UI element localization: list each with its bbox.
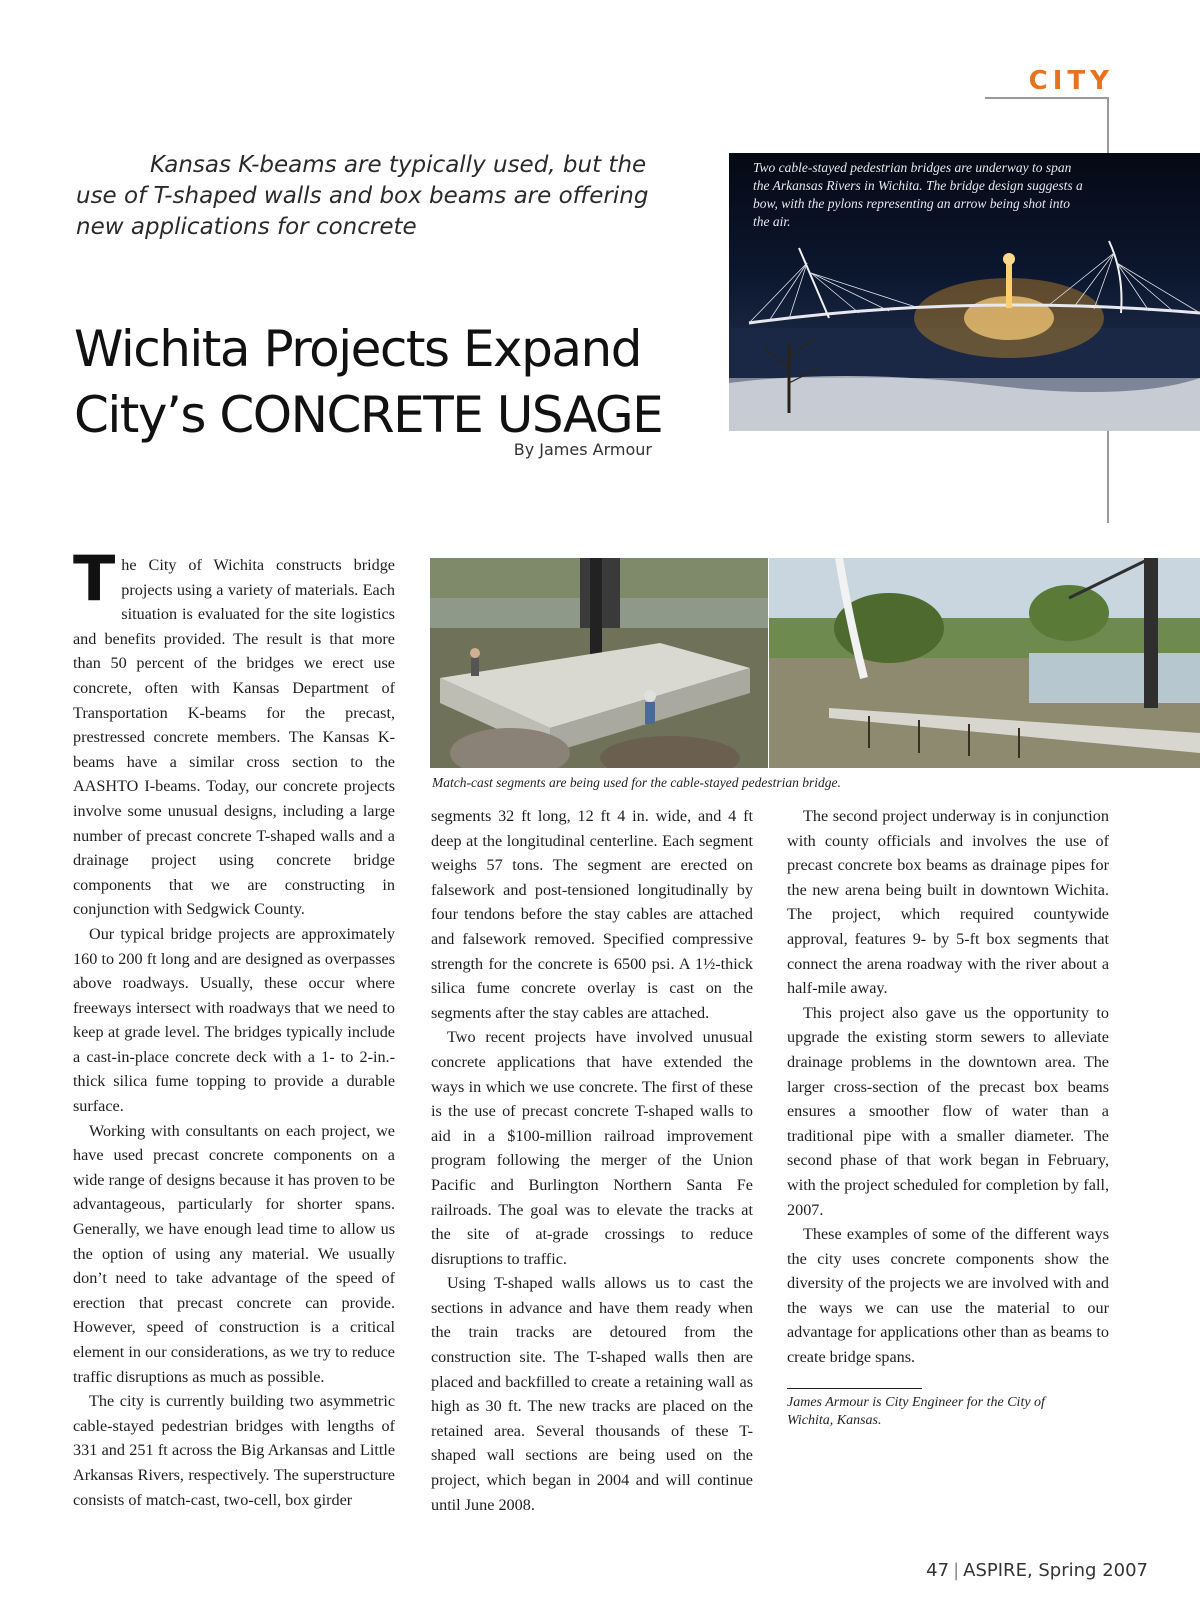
publication-name: ASPIRE, Spring 2007 — [963, 1560, 1148, 1581]
paragraph — [73, 542, 395, 922]
author-bio-rule — [787, 1388, 922, 1389]
byline: By James Armour — [513, 440, 652, 459]
bridge-night-photo — [729, 153, 1200, 431]
paragraph: Using T-shaped walls allows us to cast the sections in advance and have them ready when the train tracks are detoured from the construction site. The T-shaped walls then are placed and backfilled to create a retaining wall as high as 30 ft. The new tracks are placed on the retained area. Several thousands of these T-shaped wall sections are being used on the project, which began in 2004 and will continue until June 2008. — [431, 1274, 753, 1514]
page-number: 47 — [926, 1560, 950, 1581]
paragraph: segments 32 ft long, 12 ft 4 in. wide, and 4 ft deep at the longitudinal centerline. Each segment weighs 57 tons. The segment are erected on falsework and post-tensioned longitudinally by four tendons before the stay cables are attached and falsework removed. Specified compressive strength for the concrete is 6500 psi. A 1½-thick silica fume concrete overlay is cast on the segments after the stay cables are attached. — [431, 807, 753, 1022]
bridge-erection-illustration — [769, 558, 1200, 768]
body-column-2 — [431, 804, 753, 1517]
construction-photos — [430, 558, 1200, 768]
paragraph: The city is currently building two asymmetric cable-stayed pedestrian bridges with lengths of 331 and 251 ft across the Big Arkansas and Little Arkansas Rivers, respectively. The superstructure consists of match-cast, two-cell, box girder — [73, 1392, 395, 1509]
headline-line-1: Wichita Projects Expand — [74, 320, 641, 378]
article-headline — [74, 316, 714, 448]
headline-line-2: City’s CONCRETE USAGE — [74, 386, 663, 444]
page-folio — [926, 1560, 1148, 1581]
paragraph: The second project underway is in conjunction with county officials and involves the use of precast concrete box beams as drainage pipes for the new arena being built in downtown Wichita. The project, which required countywide approval, features 9- by 5-ft box segments that connect the arena roadway with the river about a half-mile away. — [787, 807, 1109, 998]
paragraph: Our typical bridge projects are approximately 160 to 200 ft long and are designed as overpasses above roadways. Usually, these occur where freeways intersect with roadways that we need to keep at grade level. The bridges typically include a cast-in-place concrete deck with a 1- to 2-in.-thick silica fume topping to provide a durable surface. — [73, 924, 395, 1116]
corner-rule-horizontal — [985, 97, 1109, 99]
body-column-3 — [787, 804, 1109, 1370]
bridge-erection-photo — [769, 558, 1200, 768]
top-photo-caption: Two cable-stayed pedestrian bridges are underway to span the Arkansas Rivers in Wichita. The bridge design suggests a bow, with the pylons representing an arrow being shot into the air. — [753, 160, 1083, 229]
article-deck: Kansas K-beams are typically used, but the use of T-shaped walls and box beams are offering new applications for concrete — [76, 152, 649, 240]
paragraph: Two recent projects have involved unusual concrete applications that have extended the ways in which we use concrete. The first of these is the use of precast concrete T-shaped walls to aid in a $100-million railroad improvement program following the merger of the Union Pacific and Burlington Northern Santa Fe railroads. The goal was to elevate the tracks at the site of at-grade crossings to reduce disruptions to traffic. — [431, 1028, 753, 1268]
paragraph: These examples of some of the different ways the city uses concrete components show the diversity of the projects we are involved with and the ways we can use the material to our advantage for applications other than as beams to create bridge spans. — [787, 1225, 1109, 1367]
photo-caption: Match-cast segments are being used for the cable-stayed pedestrian bridge. — [432, 775, 841, 790]
paragraph: This project also gave us the opportunity to upgrade the existing storm sewers to alleviate drainage problems in the downtown area. The larger cross-section of the precast box beams ensures a smoother flow of water than a traditional pipe with a smaller diameter. The second phase of that work began in February, with the project scheduled for completion by fall, 2007. — [787, 1003, 1109, 1219]
segment-placement-photo — [430, 558, 768, 768]
paragraph: Working with consultants on each project, we have used precast concrete components on a wide range of designs because it has proven to be advantageous, particularly for shorter spans. Generally, we have enough lead time to allow us the option of using any material. We usually don’t need to take advantage of the speed of erection that precast concrete can provide. However, speed of construction is a critical element in our considerations, as we try to reduce traffic disruptions as much as possible. — [73, 1121, 395, 1386]
author-bio: James Armour is City Engineer for the City of Wichita, Kansas. — [787, 1395, 1045, 1428]
section-tag: CITY — [1028, 66, 1114, 96]
folio-divider: | — [953, 1560, 960, 1581]
segment-placement-illustration — [430, 558, 768, 768]
paragraph-text: he City of Wichita constructs bridge projects using a variety of materials. Each situation is evaluated for the site logistics and benefits provided. The result is that more than 50 percent of the bridges we erect use concrete, often with Kansas Department of Transportation K-beams for the precast, prestressed concrete members. The Kansas K-beams have a similar cross section to the AASHTO I-beams. Today, our concrete projects involve some unusual designs, including a large number of precast concrete T-shaped walls and a drainage project using concrete bridge components that we are constructing in conjunction with Sedgwick County. — [73, 556, 395, 919]
body-column-1 — [73, 542, 395, 1512]
drop-cap: T — [73, 542, 116, 615]
